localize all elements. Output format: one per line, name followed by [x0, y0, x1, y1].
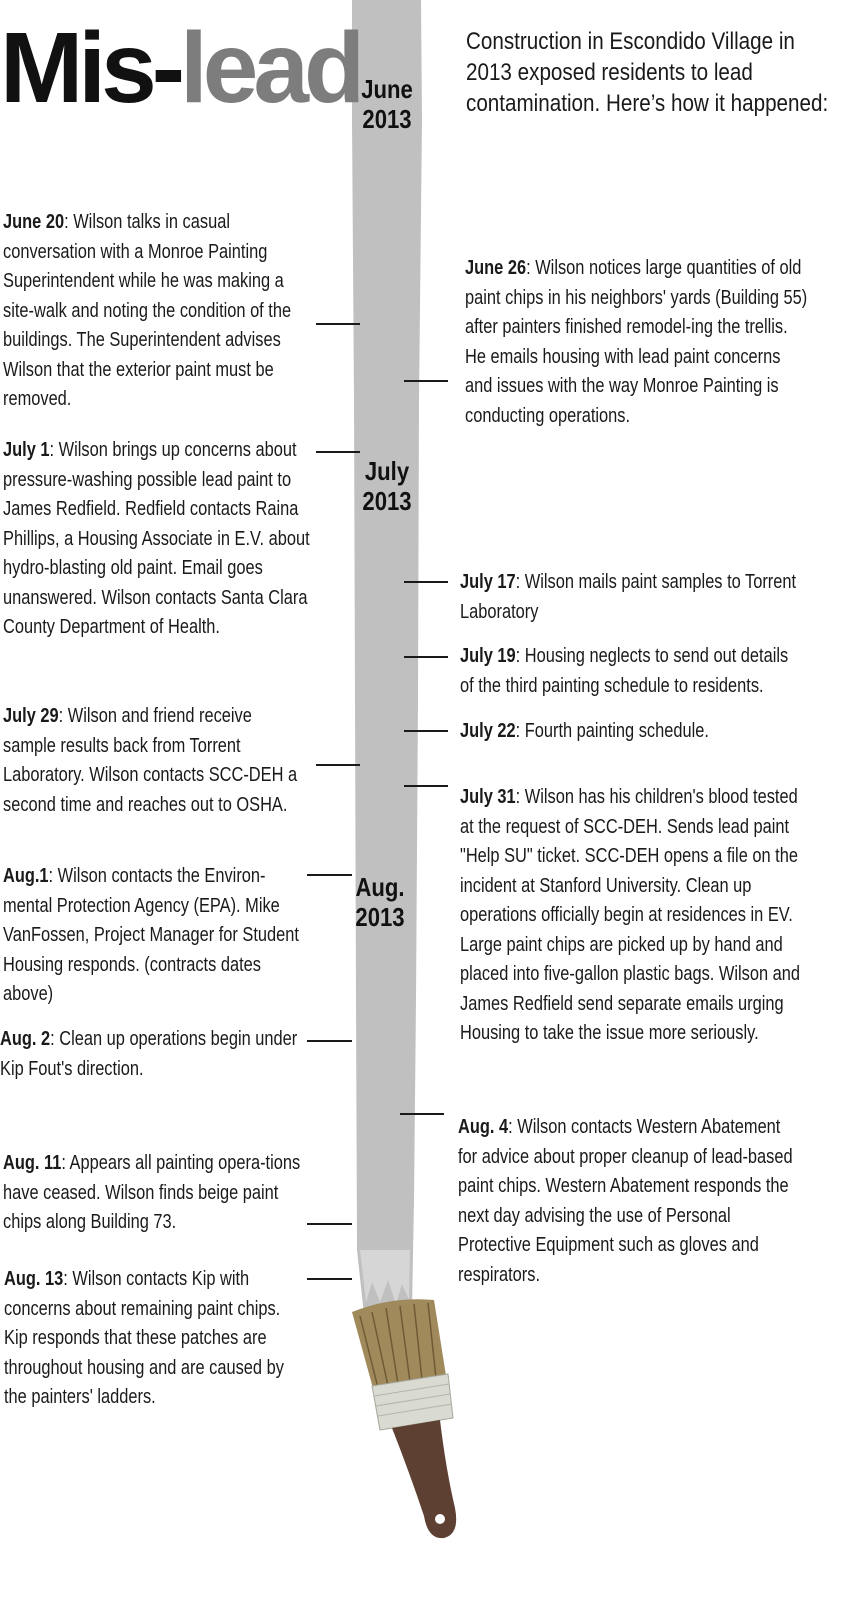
event-date: July 29	[3, 705, 59, 727]
event-date: July 19	[460, 645, 516, 667]
paintbrush-icon	[352, 1299, 456, 1538]
event-text: : Appears all painting opera-tions have ceased. Wilson finds beige paint chips along Building 73.	[3, 1152, 301, 1233]
event-july-22	[460, 717, 804, 747]
event-aug-2	[0, 1025, 308, 1084]
month-year: 2013	[355, 902, 405, 932]
month-year: 2013	[362, 104, 412, 134]
event-date: Aug. 13	[4, 1268, 64, 1290]
event-date: Aug. 11	[3, 1152, 62, 1174]
title-part-1: Mis-	[0, 12, 180, 124]
event-date: Aug. 4	[458, 1116, 509, 1138]
month-name: Aug.	[355, 872, 405, 902]
month-name: June	[361, 74, 413, 104]
event-text: : Clean up operations begin under Kip Fout's direction.	[0, 1028, 298, 1080]
title-part-2: lead	[180, 12, 361, 124]
event-date: July 31	[460, 786, 516, 808]
event-june-26	[465, 254, 809, 431]
event-date: June 26	[465, 257, 527, 279]
event-aug-13	[4, 1265, 306, 1413]
page-title	[0, 12, 361, 124]
event-text: : Wilson contacts the Environ-mental Protection Agency (EPA). Mike VanFossen, Project Manager for Student Housing responds. (contracts dates above)	[3, 865, 299, 1005]
event-date: Aug.1	[3, 865, 49, 887]
month-year: 2013	[362, 486, 412, 516]
event-text: : Fourth painting schedule.	[515, 720, 709, 742]
event-date: Aug. 2	[0, 1028, 51, 1050]
event-text: : Housing neglects to send out details of the third painting schedule to residents.	[460, 645, 789, 697]
intro-text: Construction in Escondido Village in 2013 exposed residents to lead contamination. Here’s how it happened:	[466, 28, 829, 117]
month-label-june	[353, 74, 421, 134]
event-aug-11	[3, 1149, 302, 1238]
event-text: : Wilson contacts Western Abatement for advice about proper cleanup of lead-based paint chips. Western Abatement responds the next day advising the use of Personal Protective Equipment such as gloves and respirators.	[458, 1116, 793, 1286]
event-aug-4	[458, 1113, 801, 1290]
event-date: July 17	[460, 571, 516, 593]
event-july-1	[3, 436, 316, 643]
event-june-20	[3, 208, 313, 415]
event-text: : Wilson brings up concerns about pressure-washing possible lead paint to James Redfield. Redfield contacts Raina Phillips, a Housing Associate in E.V. about hydro-blasting old paint. Email goes unanswered. Wilson contacts Santa Clara County Department of Health.	[3, 439, 310, 638]
event-date: June 20	[3, 211, 65, 233]
month-label-july	[353, 456, 421, 516]
event-text: : Wilson has his children's blood tested at the request of SCC-DEH. Sends lead paint "Help SU" ticket. SCC-DEH opens a file on the incident at Stanford University. Clean up operations officially begin at residences in EV. Large paint chips are picked up by hand and placed into five-gallon plastic bags. Wilson and James Redfield send separate emails urging Housing to take the issue more seriously.	[460, 786, 801, 1044]
event-text: : Wilson and friend receive sample results back from Torrent Laboratory. Wilson contacts SCC-DEH a second time and reaches out to OSHA.	[3, 705, 298, 816]
event-july-29	[3, 702, 306, 820]
event-text: : Wilson notices large quantities of old paint chips in his neighbors' yards (Building 55) after painters finished remodel-ing the trellis. He emails housing with lead paint concerns and issues with the way Monroe Painting is conducting operations.	[465, 257, 808, 427]
event-july-17	[460, 568, 804, 627]
month-name: July	[364, 456, 410, 486]
event-text: : Wilson mails paint samples to Torrent Laboratory	[460, 571, 797, 623]
event-july-19	[460, 642, 804, 701]
event-aug-1	[3, 862, 308, 1010]
event-text: : Wilson talks in casual conversation with a Monroe Painting Superintendent while he was making a site-walk and noting the condition of the buildings. The Superintendent advises Wilson that the exterior paint must be removed.	[3, 211, 292, 410]
event-july-31	[460, 783, 806, 1049]
event-date: July 22	[460, 720, 516, 742]
month-label-aug	[346, 872, 414, 932]
event-text: : Wilson contacts Kip with concerns about remaining paint chips. Kip responds that these patches are throughout housing and are caused by the painters' ladders.	[4, 1268, 284, 1408]
brush-handle	[392, 1420, 456, 1538]
event-date: July 1	[3, 439, 50, 461]
